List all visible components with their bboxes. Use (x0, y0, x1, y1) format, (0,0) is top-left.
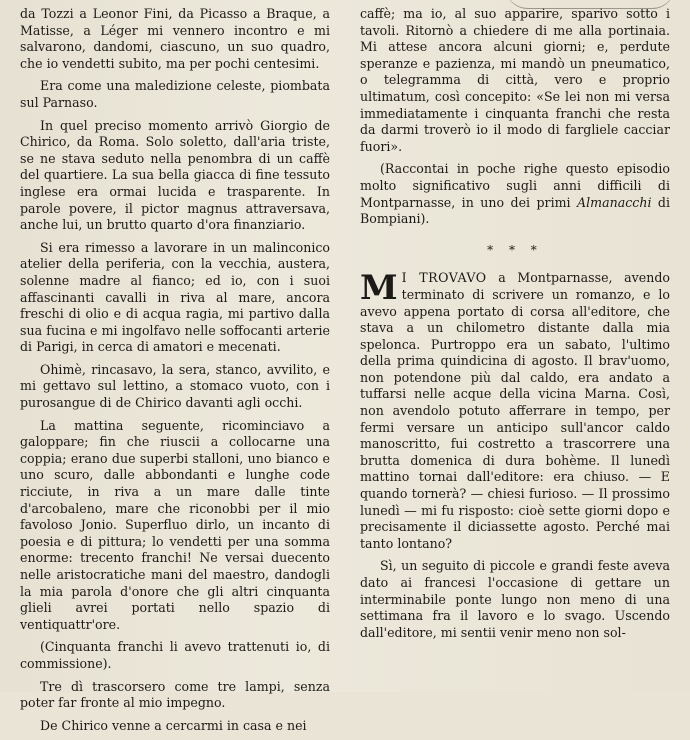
section-separator: * * * (487, 242, 543, 257)
right-column (360, 6, 670, 647)
paragraph: da Tozzi a Leonor Fini, da Picasso a Braque, a Matisse, a Léger mi vennero incontro e mi salvarono, dandomi, ciascuno, un suo quadro, che io vendetti subito, ma per pochi centesimi. (20, 6, 330, 71)
paragraph-bibliographic-note (360, 161, 670, 227)
drop-cap: M (360, 268, 398, 309)
paragraph: Tre dì trascorsero come tre lampi, senza poter far fronte al mio impegno. (20, 678, 330, 711)
paragraph: Ohimè, rincasavo, la sera, stanco, avvilito, e mi gettavo sul lettino, a stomaco vuoto, con i purosangue di de Chirico davanti agli occhi. (20, 361, 330, 411)
paragraph: Si era rimesso a lavorare in un malinconico atelier della periferia, con la vecchia, austera, solenne madre al fianco; ed io, con i suoi affascinanti cavalli in riva al mare, ancora freschi di olio e di acqua ragia, mi partivo dalla sua fucina e mi ingolfavo nelle soffocanti arterie di Parigi, in cerca di amatori e mecenati. (20, 239, 330, 355)
note-text: di Bompiani). (360, 194, 671, 227)
note-text: (Raccontai in poche righe questo episodio molto significativo sugli anni difficili di Montparnasse, in uno dei primi (360, 161, 670, 210)
paragraph: In quel preciso momento arrivò Giorgio de Chirico, da Roma. Solo soletto, dall'aria triste, se ne stava seduto nella penombra di un caffè del quartiere. La sua bella giacca di fine tessuto inglese era ormai lucida e trasparente. In parole povere, il pictor magnus attraversava, anche lui, un brutto quarto d'ora finanziario. (20, 117, 330, 233)
paragraph: Era come una maledizione celeste, piombata sul Parnaso. (20, 78, 330, 110)
publication-title: Almanacchi (577, 194, 652, 210)
paragraph-text: a Montparnasse, avendo terminato di scrivere un romanzo, e lo avevo appena portato di corsa all'editore, che stava a un chilometro distante dalla mia spelonca. Purtroppo era un sabato, l'ultimo della prima quindicina di agosto. Il brav'uomo, non potendone più dal caldo, era andato a tuffarsi nelle acque della vicina Marna. Così, non avendolo potuto afferrare in tempo, per fermi versare un anticipo sull'ancor caldo manoscritto, fui costretto a trascorrere una brutta domenica di dura bohème. Il lunedì mattino tornai dall'editore: era chiuso. — E quando tornerà? — chiesi furioso. — Il prossimo lunedì — mi fu risposto: cioè sette giorni dopo e precisamente il diciassette agosto. Perché mai tanto lontano? (360, 270, 670, 551)
opening-words: I TROVAVO (401, 270, 487, 286)
paragraph: caffè; ma io, al suo apparire, sparivo sotto i tavoli. Ritornò a chiedere di me alla portinaia. Mi attese ancora alcuni giorni; e, perdute speranze e pazienza, mi mandò un pneumatico, o telegramma di città, vero e proprio ultimatum, così concepito: «Se lei non mi versa immediatamente i cinquanta franchi che resta da darmi troverò io il modo di fargliele cacciar fuori». (360, 6, 670, 154)
paragraph: (Cinquanta franchi li avevo trattenuti io, di commissione). (20, 639, 330, 671)
left-column (20, 6, 330, 740)
paragraph: De Chirico venne a cercarmi in casa e nei (40, 717, 307, 733)
paragraph: Sì, un seguito di piccole e grandi feste aveva dato ai francesi l'occasione di gettare un interminabile ponte lungo non meno di una settimana fra il lavoro e lo svago. Uscendo dall'editore, mi sentii venir meno non sol- (360, 558, 670, 640)
paragraph: La mattina seguente, ricominciavo a galoppare; fin che riuscii a collocarne una coppia; erano due superbi stalloni, uno bianco e uno scuro, dalle abbondanti e lunghe code ricciute, in riva a un mare dalle tinte d'arcobaleno, mare che riconobbi per il mio favoloso Jonio. Superfluo dirlo, un incanto di poesia e di pittura; lo vendetti per una somma enorme: trecento franchi! Ne versai duecento nelle aristocratiche mani del maestro, dandogli la mia parola d'onore che gli altri cinquanta glieli avrei portati nello spazio di ventiquattr'ore. (20, 417, 330, 632)
paragraph-opening (360, 270, 670, 552)
